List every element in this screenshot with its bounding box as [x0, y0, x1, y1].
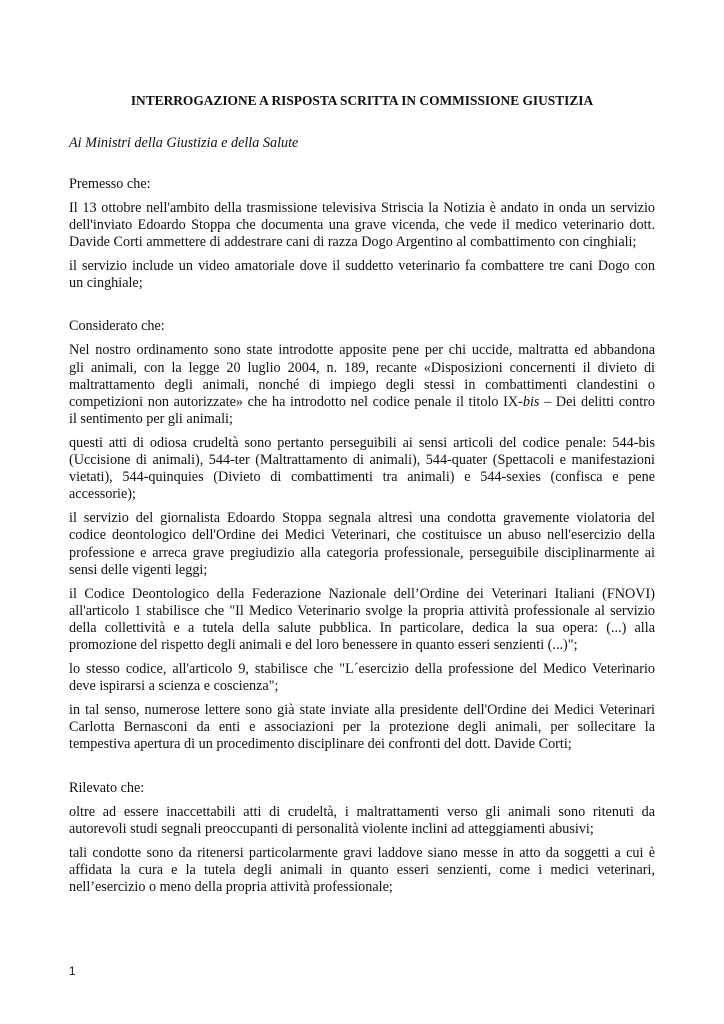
- section-heading: Premesso che:: [69, 176, 151, 192]
- italic-term: bis: [522, 393, 540, 410]
- paragraph-spacer: [69, 695, 655, 702]
- paragraph-line: all'articolo 1 stabilisce che "Il Medico Veterinario svolge la propria attività professionale al servizio: [69, 602, 655, 619]
- paragraph-line: vietati), 544-quinquies (Divieto di combattimenti tra animali) e 544-sexies (confisca e pene: [69, 469, 655, 486]
- paragraph-line: accessorie);: [69, 486, 136, 503]
- paragraph-line: oltre ad essere inaccettabili atti di crudeltà, i maltrattamenti verso gli animali sono ritenuti da: [69, 803, 655, 820]
- paragraph-line: autorevoli studi segnali preoccupanti di personalità violente inclini ad atteggiamenti abusivi;: [69, 820, 594, 837]
- paragraph: [69, 661, 655, 695]
- paragraph-spacer: [69, 838, 655, 845]
- paragraph-line: sensi delle vigenti leggi;: [69, 561, 208, 578]
- paragraph-spacer: [69, 193, 655, 200]
- paragraph: [69, 342, 655, 427]
- document-body: [69, 92, 655, 896]
- paragraph: [69, 586, 655, 654]
- paragraph-line: codice deontologico dell'Ordine dei Medici Veterinari, che costituisce un abuso nell'esercizio della: [69, 527, 655, 544]
- paragraph: [69, 258, 655, 292]
- paragraph-line: il sentimento per gli animali;: [69, 410, 233, 427]
- paragraph: [69, 510, 655, 578]
- paragraph-line: Nel nostro ordinamento sono state introdotte apposite pene per chi uccide, maltratta ed abbandona: [69, 342, 655, 359]
- section-heading: Rilevato che:: [69, 779, 145, 796]
- document-sections: [69, 175, 655, 896]
- paragraph-line: dell'inviato Edoardo Stoppa che documenta una grave vicenda, che vede il medico veterinario dott.: [69, 217, 655, 234]
- paragraph-line: un cinghiale;: [69, 275, 143, 292]
- paragraph-line: Il 13 ottobre nell'ambito della trasmissione televisiva Striscia la Notizia è andato in onda un servizio: [69, 200, 655, 216]
- paragraph-spacer: [69, 335, 655, 342]
- paragraph-line: Carlotta Bernasconi da enti e associazioni per la protezione degli animali, per sollecitare la: [69, 719, 655, 736]
- paragraph-line: affidata la cura e la tutela degli animali in quanto esseri senzienti, come i medici veterinari,: [69, 861, 655, 878]
- section-spacer: [69, 754, 655, 779]
- addressee-line: Ai Ministri della Giustizia e della Salute: [69, 135, 299, 151]
- paragraph: [69, 200, 655, 251]
- paragraph-line: questi atti di odiosa crudeltà sono pertanto perseguibili ai sensi articoli del codice penale: 544-bis: [69, 434, 655, 451]
- paragraph-line: competizioni non autorizzate» che ha introdotto nel codice penale il titolo IX-bis – Dei delitti contro: [69, 393, 655, 410]
- paragraph: [69, 845, 655, 896]
- paragraph-line: il servizio del giornalista Edoardo Stoppa segnala altresì una condotta gravemente violatoria del: [69, 510, 655, 527]
- paragraph-spacer: [69, 428, 655, 435]
- paragraph-line: lo stesso codice, all'articolo 9, stabilisce che "L´esercizio della professione del Medico Veterinario: [69, 661, 655, 678]
- paragraph-line: maltrattamento degli animali, nonché di impiego degli stessi in combattimenti clandestini o: [69, 376, 655, 393]
- paragraph-line: in tal senso, numerose lettere sono già state inviate alla presidente dell'Ordine dei Medici Veterinari: [69, 702, 655, 719]
- paragraph-line: (Uccisione di animali), 544-ter (Maltrattamento di animali), 544-quater (Spettacoli e manifestazioni: [69, 452, 655, 469]
- paragraph-line: Davide Corti ammettere di addestrare cani di razza Dogo Argentino al combattimento con cinghiali;: [69, 234, 637, 251]
- paragraph-spacer: [69, 654, 655, 661]
- paragraph-line: il servizio include un video amatoriale dove il suddetto veterinario fa combattere tre cani Dogo con: [69, 258, 655, 275]
- page-number: 1: [69, 966, 76, 978]
- paragraph-spacer: [69, 251, 655, 258]
- paragraph: [69, 702, 655, 753]
- paragraph-line: professione e arreca grave pregiudizio alla categoria professionale, perseguibile disciplinarmente ai: [69, 544, 655, 561]
- paragraph-spacer: [69, 579, 655, 586]
- section-spacer: [69, 292, 655, 317]
- document-title: INTERROGAZIONE A RISPOSTA SCRITTA IN COMMISSIONE GIUSTIZIA: [130, 93, 594, 108]
- paragraph: [69, 435, 655, 503]
- paragraph-line: della collettività e a tutela della salute pubblica. In particolare, dedica la sua opera: (...) alla: [69, 619, 655, 636]
- paragraph-spacer: [69, 503, 655, 510]
- paragraph-line: il Codice Deontologico della Federazione Nazionale dell’Ordine dei Veterinari Italiani (FNOVI): [69, 585, 655, 602]
- paragraph-line: tempestiva apertura di un procedimento disciplinare dei confronti del dott. Davide Corti;: [69, 736, 572, 753]
- section-heading: Considerato che:: [69, 318, 165, 335]
- paragraph-spacer: [69, 797, 655, 804]
- paragraph-line: tali condotte sono da ritenersi particolarmente gravi laddove siano messe in atto da soggetti a cui è: [69, 844, 655, 861]
- paragraph-line: nell’esercizio o meno della propria attività professionale;: [69, 878, 393, 895]
- paragraph-line: deve ispirarsi a scienza e coscienza";: [69, 678, 279, 695]
- paragraph: [69, 804, 655, 838]
- paragraph-line: promozione del rispetto degli animali e del loro benessere in quanto esseri senzienti (...)";: [69, 636, 578, 653]
- paragraph-line: gli animali, con la legge 20 luglio 2004, n. 189, recante «Disposizioni concernenti il divieto di: [69, 359, 655, 376]
